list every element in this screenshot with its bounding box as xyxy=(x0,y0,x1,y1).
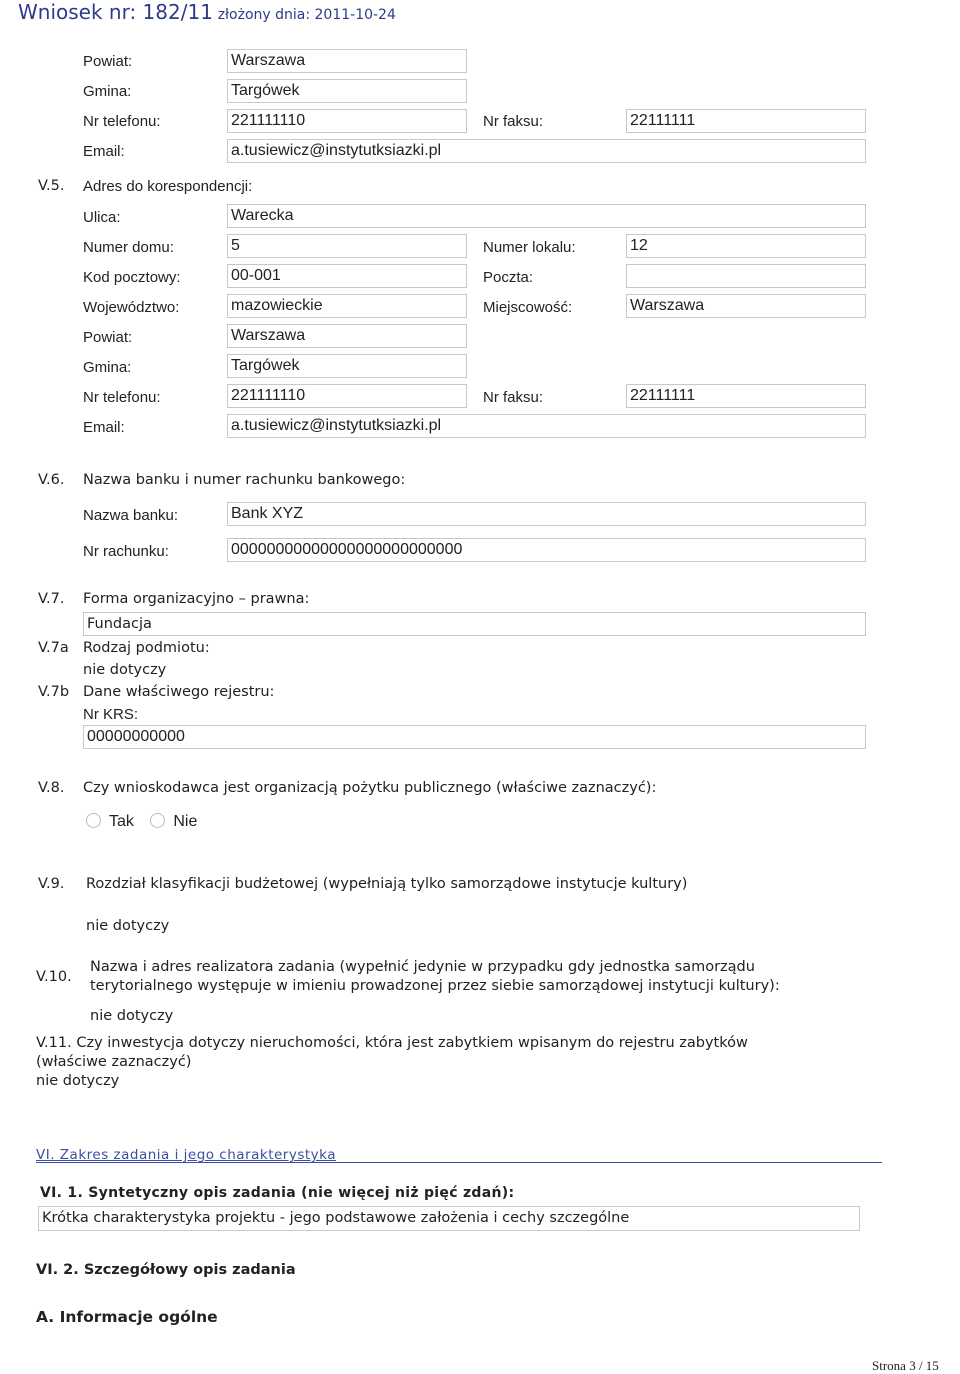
v6-account-field[interactable]: 00000000000000000000000000 xyxy=(227,538,866,562)
v5-ulica-field[interactable]: Warecka xyxy=(227,204,866,228)
v5-miejscowosc-field[interactable]: Warszawa xyxy=(626,294,866,318)
label-faks: Nr faksu: xyxy=(483,113,544,130)
v7a-number: V.7a xyxy=(38,640,69,656)
v5-title: Adres do korespondencji: xyxy=(83,178,253,195)
label-gmina: Gmina: xyxy=(83,83,132,100)
v11-title-line2: (właściwe zaznaczyć) xyxy=(36,1054,192,1070)
label-powiat: Powiat: xyxy=(83,53,133,70)
label-numer-lokalu: Numer lokalu: xyxy=(483,239,576,256)
v8-options xyxy=(86,813,197,831)
v6-bank-field[interactable]: Bank XYZ xyxy=(227,502,866,526)
v10-title-line1: Nazwa i adres realizatora zadania (wypełnić jedynie w przypadku gdy jednostka samorządu xyxy=(90,959,755,975)
v5-faks-field[interactable]: 22111111 xyxy=(626,384,866,408)
v7-value-field[interactable]: Fundacja xyxy=(83,612,866,636)
label-telefon: Nr telefonu: xyxy=(83,389,161,406)
v6-title: Nazwa banku i numer rachunku bankowego: xyxy=(83,472,406,488)
v9-title: Rozdział klasyfikacji budżetowej (wypełniają tylko samorządowe instytucje kultury) xyxy=(86,876,688,892)
label-telefon: Nr telefonu: xyxy=(83,113,161,130)
v6-number: V.6. xyxy=(38,472,65,488)
vi-divider xyxy=(36,1162,882,1163)
top-faks-field[interactable]: 22111111 xyxy=(626,109,866,133)
v5-kod-field[interactable]: 00-001 xyxy=(227,264,467,288)
label-faks: Nr faksu: xyxy=(483,389,544,406)
v9-number: V.9. xyxy=(38,876,65,892)
v5-number: V.5. xyxy=(38,178,65,194)
page-number: Strona 3 / 15 xyxy=(872,1358,939,1373)
label-nazwa-banku: Nazwa banku: xyxy=(83,507,179,524)
radio-nie-icon[interactable] xyxy=(150,813,165,828)
radio-tak-icon[interactable] xyxy=(86,813,101,828)
v7a-value: nie dotyczy xyxy=(83,662,167,678)
top-telefon-field[interactable]: 221111110 xyxy=(227,109,467,133)
label-poczta: Poczta: xyxy=(483,269,534,286)
v10-number: V.10. xyxy=(36,969,72,985)
page-header xyxy=(18,0,396,24)
v11-value: nie dotyczy xyxy=(36,1073,120,1089)
label-nr-rachunku: Nr rachunku: xyxy=(83,543,169,560)
v7b-number: V.7b xyxy=(38,684,70,700)
top-email-field[interactable]: a.tusiewicz@instytutksiazki.pl xyxy=(227,139,866,163)
v7-number: V.7. xyxy=(38,591,65,607)
v7a-title: Rodzaj podmiotu: xyxy=(83,640,210,656)
vi2-title: VI. 2. Szczegółowy opis zadania xyxy=(36,1262,296,1278)
v8-number: V.8. xyxy=(38,780,65,796)
v5-email-field[interactable]: a.tusiewicz@instytutksiazki.pl xyxy=(227,414,866,438)
v7b-krs-field[interactable]: 00000000000 xyxy=(83,725,866,749)
label-email: Email: xyxy=(83,143,125,160)
label-wojewodztwo: Województwo: xyxy=(83,299,180,316)
v5-numer-domu-field[interactable]: 5 xyxy=(227,234,467,258)
v10-value: nie dotyczy xyxy=(90,1008,174,1024)
label-email: Email: xyxy=(83,419,125,436)
v7-title: Forma organizacyjno – prawna: xyxy=(83,591,310,607)
submission-date: złożony dnia: 2011-10-24 xyxy=(217,7,396,23)
v5-telefon-field[interactable]: 221111110 xyxy=(227,384,467,408)
label-kod: Kod pocztowy: xyxy=(83,269,181,286)
v5-numer-lokalu-field[interactable]: 12 xyxy=(626,234,866,258)
label-nr-krs: Nr KRS: xyxy=(83,706,139,723)
top-gmina-field[interactable]: Targówek xyxy=(227,79,467,103)
v11-title-line1: V.11. Czy inwestycja dotyczy nieruchomości, która jest zabytkiem wpisanym do rejestru zabytków xyxy=(36,1035,748,1051)
label-miejscowosc: Miejscowość: xyxy=(483,299,573,316)
vi-title[interactable]: VI. Zakres zadania i jego charakterystyka xyxy=(36,1147,337,1163)
application-title: Wniosek nr: 182/11 xyxy=(18,0,213,24)
v5-wojewodztwo-field[interactable]: mazowieckie xyxy=(227,294,467,318)
label-powiat: Powiat: xyxy=(83,329,133,346)
v7b-title: Dane właściwego rejestru: xyxy=(83,684,275,700)
vi1-title: VI. 1. Syntetyczny opis zadania (nie więcej niż pięć zdań): xyxy=(40,1185,515,1201)
v8-title: Czy wnioskodawca jest organizacją pożytku publicznego (właściwe zaznaczyć): xyxy=(83,780,657,796)
v5-poczta-field[interactable] xyxy=(626,264,866,288)
option-tak: Tak xyxy=(109,813,134,830)
label-numer-domu: Numer domu: xyxy=(83,239,174,256)
label-ulica: Ulica: xyxy=(83,209,121,226)
v5-gmina-field[interactable]: Targówek xyxy=(227,354,467,378)
v5-powiat-field[interactable]: Warszawa xyxy=(227,324,467,348)
a-title: A. Informacje ogólne xyxy=(36,1308,218,1326)
v10-title-line2: terytorialnego występuje w imieniu prowadzonej przez siebie samorządowej instytucji kultury): xyxy=(90,978,780,994)
option-nie: Nie xyxy=(173,813,198,830)
top-powiat-field[interactable]: Warszawa xyxy=(227,49,467,73)
label-gmina: Gmina: xyxy=(83,359,132,376)
v9-value: nie dotyczy xyxy=(86,918,170,934)
vi1-value-field[interactable]: Krótka charakterystyka projektu - jego podstawowe założenia i cechy szczególne xyxy=(38,1206,860,1231)
vi-section-link[interactable] xyxy=(36,1147,336,1163)
